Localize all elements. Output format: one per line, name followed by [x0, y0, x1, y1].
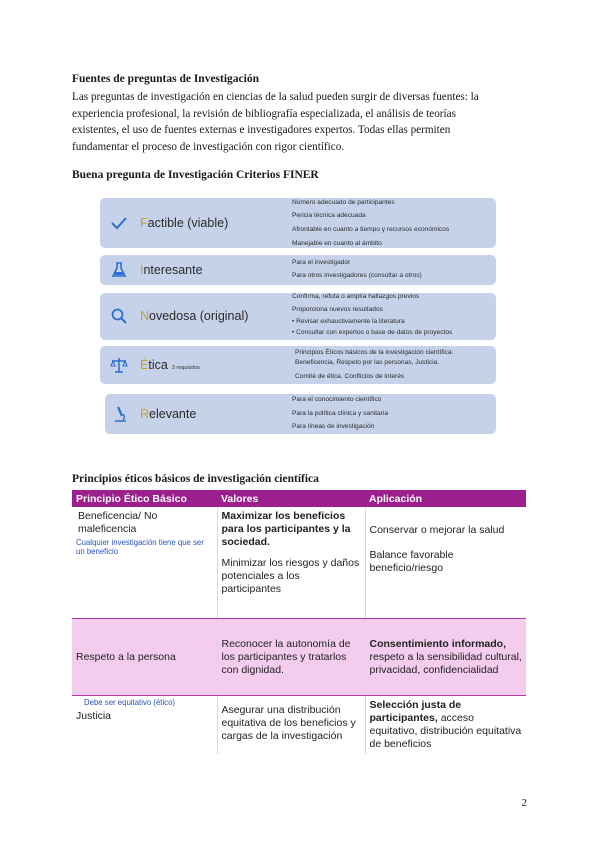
criterion-initial: É: [140, 358, 149, 372]
criterion-detail: Pericia técnica adecuada: [292, 212, 366, 219]
finer-row-relevante: [105, 394, 496, 434]
handwritten-note: Cualquier investigación tiene que ser un beneficio: [76, 538, 204, 556]
valor-item: Reconocer la autonomía de los participantes y tratarlos con dignidad.: [221, 637, 351, 676]
table-row: [72, 696, 526, 755]
criterion-initial: I: [140, 263, 144, 277]
criterion-label: [140, 358, 200, 372]
criterion-note: 3 requisitos: [171, 365, 200, 371]
section-heading-principios: Principios éticos básicos de investigación científica: [72, 473, 319, 485]
criterion-label: [140, 407, 196, 421]
criterion-label: [140, 309, 248, 323]
finer-row-novedosa: [100, 293, 496, 340]
criterion-detail: Para la política clínica y sanitaria: [292, 410, 389, 417]
column-header: Valores: [217, 490, 365, 507]
section-heading-fuentes: Fuentes de preguntas de Investigación: [72, 73, 259, 85]
cell-aplicacion: [365, 507, 526, 619]
column-header: Principio Ético Básico: [72, 490, 217, 507]
criterion-detail: Para el conocimiento científico: [292, 396, 382, 403]
criterion-detail: Para otros investigadores (consultar a otros): [292, 272, 422, 279]
cell-principio: [72, 696, 217, 755]
criterion-detail: Manejable en cuanto al ámbito: [292, 240, 382, 247]
criterion-text: elevante: [149, 407, 197, 421]
aplicacion-rest: acceso equitativo, distribución equitativa de beneficios: [369, 712, 522, 750]
paragraph-line: existentes, el uso de fuentes externas e investigadores expertos. Todas ellas permiten: [72, 124, 451, 136]
cell-aplicacion: [365, 619, 526, 696]
criterion-text: actible (viable): [147, 216, 229, 230]
valor-item: Maximizar los beneficios para los participantes y la sociedad.: [221, 510, 351, 548]
aplicacion-rest: respeto a la sensibilidad cultural, privacidad, confidencialidad: [369, 650, 522, 676]
criterion-initial: R: [140, 407, 150, 421]
cell-principio: [72, 507, 217, 619]
criterion-detail: Comité de ética. Conflictos de interés: [295, 373, 405, 380]
section-heading-finer: Buena pregunta de Investigación Criterios FINER: [72, 169, 319, 181]
criterion-detail: Para líneas de investigación: [292, 423, 375, 430]
criterion-text: tica: [148, 358, 168, 372]
criterion-detail: Beneficencia, Respeto por las personas, Justicia.: [295, 359, 440, 366]
criterion-detail: • Revisar exhaustivamente la literatura: [292, 318, 405, 325]
cell-aplicacion: [365, 696, 526, 755]
cell-valores: [217, 507, 365, 619]
criterion-detail: Para el investigador: [292, 259, 351, 266]
paragraph-line: Las preguntas de investigación en ciencias de la salud pueden surgir de diversas fuentes: la: [72, 91, 479, 103]
criterion-label: [140, 263, 203, 277]
scales-icon: [110, 356, 128, 374]
aplicacion-item: [370, 699, 523, 751]
criterion-detail: Confirma, refuta o amplía hallazgos previos: [292, 293, 420, 300]
criterion-detail: • Consultar con expertos o base de datos de proyectos: [292, 329, 453, 336]
flask-icon: [110, 261, 128, 279]
finer-row-interesante: [100, 255, 496, 285]
criterion-detail: Principios Éticos básicos de la investigación científica:: [295, 349, 454, 356]
principio-name: Respeto a la persona: [76, 650, 176, 663]
criterion-detail: Afrontable en cuanto a tiempo y recursos económicos: [292, 226, 450, 233]
table-header-row: [72, 490, 526, 507]
table-row: [72, 619, 526, 696]
cell-principio: [72, 619, 217, 696]
criterion-initial: F: [140, 216, 148, 230]
principio-name: Justicia: [76, 709, 112, 722]
criterion-detail: Proporciona nuevos resultados: [292, 306, 383, 313]
handwritten-note: Debe ser equitativo (ético): [84, 698, 176, 707]
finer-diagram: [100, 196, 498, 436]
cell-valores: [217, 696, 365, 755]
paragraph-line: experiencia profesional, la revisión de bibliografía especializada, el análisis de teorías: [72, 107, 456, 120]
criterion-text: nteresante: [143, 263, 203, 277]
paragraph-line: fundamentar el proceso de investigación con rigor científico.: [72, 140, 345, 153]
criterion-text: ovedosa (original): [149, 309, 249, 323]
aplicacion-item: [370, 638, 523, 677]
valor-item: Asegurar una distribución equitativa de los beneficios y cargas de la investigación: [221, 704, 356, 742]
finer-row-factible: [100, 198, 496, 248]
cell-valores: [217, 619, 365, 696]
principio-name: Beneficencia/ No maleficencia: [78, 510, 158, 535]
aplicacion-bold: Selección justa de participantes,: [369, 699, 462, 724]
search-icon: [110, 307, 128, 325]
valor-item: Minimizar los riesgos y daños potenciales a los participantes: [221, 557, 360, 595]
paragraph-fuentes: [72, 89, 532, 155]
checkmark-icon: [110, 214, 128, 232]
aplicacion-item: Conservar o mejorar la salud: [369, 524, 505, 536]
aplicacion-item: Balance favorable beneficio/riesgo: [369, 549, 454, 574]
criterion-initial: N: [140, 309, 150, 323]
finer-row-etica: [100, 346, 496, 384]
criterion-label: [140, 216, 228, 230]
ethics-table: [72, 490, 526, 754]
aplicacion-bold: Consentimiento informado,: [369, 637, 506, 650]
table-row: [72, 507, 526, 619]
criterion-detail: Número adecuado de participantes: [292, 199, 395, 206]
page-number: 2: [521, 797, 527, 809]
column-header: Aplicación: [365, 490, 526, 507]
microscope-icon: [111, 405, 129, 423]
